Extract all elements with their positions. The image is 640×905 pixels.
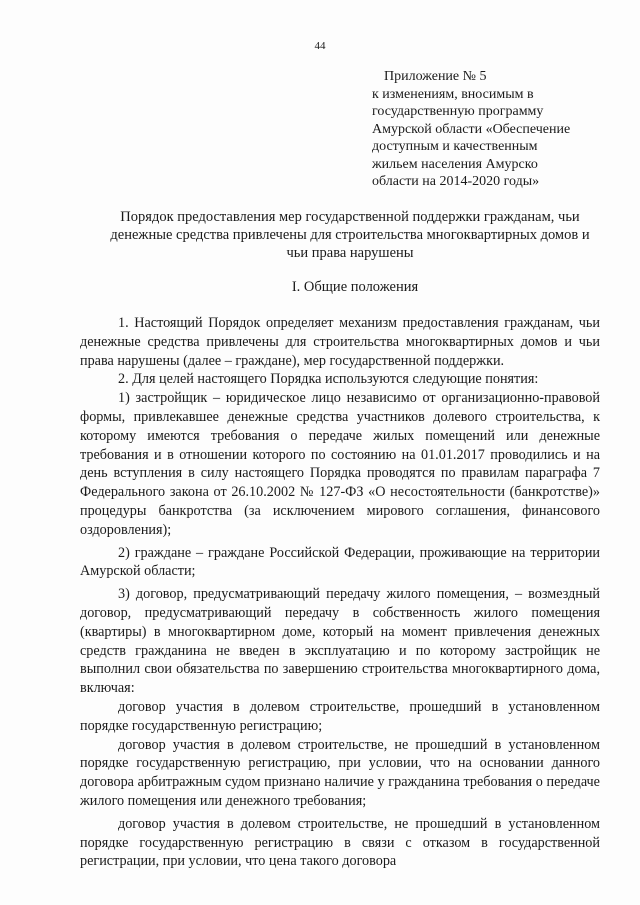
- paragraph: 3) договор, предусматривающий передачу жилого помещения, – возмездный договор, предусматривающий передачу в собственность жилого помещения (квартиры) в многоквартирном доме, который на момент привлечения денежных средств гражданина не введен в эксплуатацию и по которому застройщик не выполнил свои обязательства по завершению строительства многоквартирного дома, включая:: [80, 586, 600, 697]
- paragraph: договор участия в долевом строительстве, прошедший в установленном порядке государственную регистрацию;: [80, 698, 600, 734]
- paragraph: 2. Для целей настоящего Порядка используются следующие понятия:: [118, 371, 539, 388]
- page-number: 44: [314, 40, 326, 52]
- appendix-line: доступным и качественным: [372, 139, 538, 154]
- appendix-title: Приложение № 5: [384, 69, 487, 84]
- appendix-header: [372, 68, 612, 191]
- appendix-line: к изменениям, вносимым в: [372, 86, 534, 102]
- paragraph: договор участия в долевом строительстве, не прошедший в установленном порядке государственную регистрацию в связи с отказом в государственной регистрации, при условии, что цена такого договора: [80, 815, 600, 870]
- paragraph: договор участия в долевом строительстве, не прошедший в установленном порядке государственную регистрацию, при условии, что на основании данного договора арбитражным судом признано наличие у гражданина требования о передаче жилого помещения или денежного требования;: [80, 736, 600, 809]
- appendix-line: Амурской области «Обеспечение: [372, 121, 571, 137]
- section-heading: I. Общие положения: [291, 279, 419, 295]
- appendix-line: жильем населения Амурско: [372, 156, 538, 172]
- document-body: [80, 314, 600, 871]
- paragraph: 1) застройщик – юридическое лицо независимо от организационно-правовой формы, привлекавшее денежные средства участников долевого строительства, к которому имеются требования о передаче жилых помещений или денежные требования и в отношении которого по состоянию на 01.01.2017 проводились и на день вступления в силу настоящего Порядка проводятся по правилам параграфа 7 Федерального закона от 26.10.2002 № 127-ФЗ «О несостоятельности (банкротстве)» процедуры банкротства (за исключением мирового соглашения, финансового оздоровления);: [80, 390, 600, 538]
- document-title: Порядок предоставления мер государственной поддержки гражданам, чьи денежные средства привлечены для строительства многоквартирных домов и чьи права нарушены: [110, 209, 590, 261]
- appendix-line: государственную программу: [372, 104, 544, 119]
- paragraph: 2) граждане – граждане Российской Федерации, проживающие на территории Амурской области;: [80, 544, 600, 580]
- paragraph: 1. Настоящий Порядок определяет механизм предоставления гражданам, чьи денежные средства привлечены для строительства многоквартирных домов и чьи права нарушены (далее – граждане), мер государственной поддержки.: [80, 315, 600, 369]
- appendix-line: области на 2014-2020 годы»: [372, 174, 540, 189]
